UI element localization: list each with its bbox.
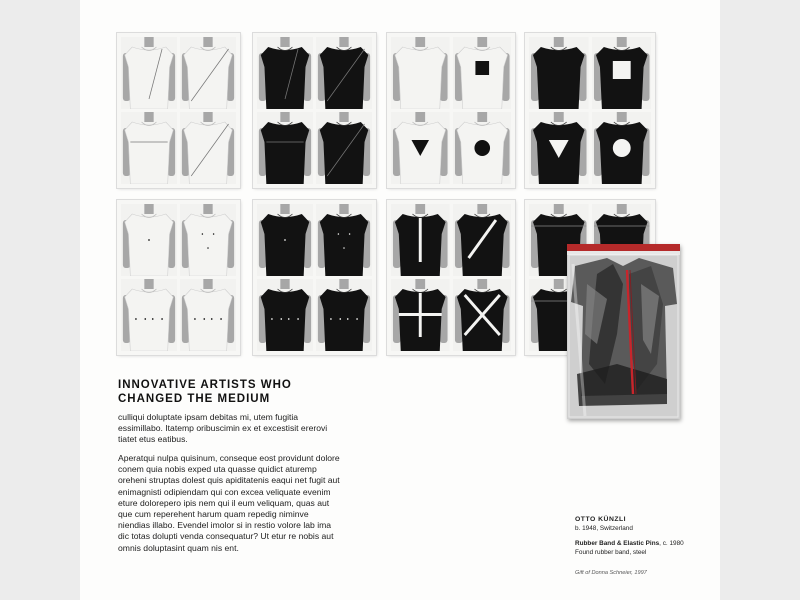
heading-line-2: CHANGED THE MEDIUM (118, 393, 271, 405)
torso-photo (257, 204, 313, 276)
torso-photo (529, 112, 589, 184)
photo-plate (253, 200, 376, 355)
torso-photo (316, 279, 372, 351)
work-title-line (575, 540, 710, 549)
article-paragraph-1: culliqui doluptate ipsam debitas mi, utem fugitia essimillabo. Itatemp oribuscimin ex et excestisit ererovi tiatet etus eatibus. (118, 412, 328, 445)
torso-photo (180, 204, 236, 276)
torso-photo (592, 37, 652, 109)
credit-line: Gift of Donna Schneier, 1997 (575, 570, 647, 577)
photo-plate (117, 200, 240, 355)
photo-plate (387, 200, 515, 355)
torso-photo (316, 37, 372, 109)
torso-photo (257, 112, 313, 184)
work-date: , c. 1980 (659, 540, 684, 548)
torso-photo (257, 37, 313, 109)
photo-plate (525, 33, 655, 188)
artist-bio: b. 1948, Switzerland (575, 524, 633, 532)
torso-photo (180, 37, 236, 109)
torso-photo (121, 204, 177, 276)
torso-photo (121, 112, 177, 184)
torso-photo (453, 37, 512, 109)
torso-photo (180, 279, 236, 351)
torso-photo (391, 279, 450, 351)
torso-photo (529, 37, 589, 109)
torso-photo (391, 37, 450, 109)
torso-photo (453, 279, 512, 351)
torso-photo (391, 112, 450, 184)
torso-photo (121, 279, 177, 351)
artwork-caption (575, 516, 710, 578)
torso-photo (453, 112, 512, 184)
torso-photo (121, 37, 177, 109)
torso-photo (592, 112, 652, 184)
heading-line-1: INNOVATIVE ARTISTS WHO (118, 379, 292, 391)
torso-photo (316, 112, 372, 184)
torso-photo (453, 204, 512, 276)
photo-plate (387, 33, 515, 188)
artist-name: OTTO KÜNZLI (575, 516, 627, 523)
photo-plate (117, 33, 240, 188)
artwork-bag-photo (567, 244, 680, 419)
photo-plate (253, 33, 376, 188)
work-materials: Found rubber band, steel (575, 548, 647, 556)
torso-photo (180, 112, 236, 184)
article-heading (118, 378, 378, 406)
article-paragraph-2: Aperatqui nulpa quisinum, conseque eost providunt dolore conem quia nobis exped uta quasse quidict aturemp oreheni struptas dolest quis apiditatenis eaqui net fugit aut enimagnisti odipiendam qui con excea veliquate evenim eture dolorepero ipis nem qui il eum veliquam, quas aut que cum reperehent harum quam repedig niminve niendias illabo. Evendel imolor si in restio volore lab ima dic totas dolupti venda consequatur? Ut etur re nobis aut omnis doluptasint quam nis ent. (118, 453, 340, 553)
work-title: Rubber Band & Elastic Pins (575, 540, 660, 548)
shirt-in-bag-image (567, 244, 680, 419)
torso-photo (316, 204, 372, 276)
torso-photo (257, 279, 313, 351)
torso-photo (391, 204, 450, 276)
